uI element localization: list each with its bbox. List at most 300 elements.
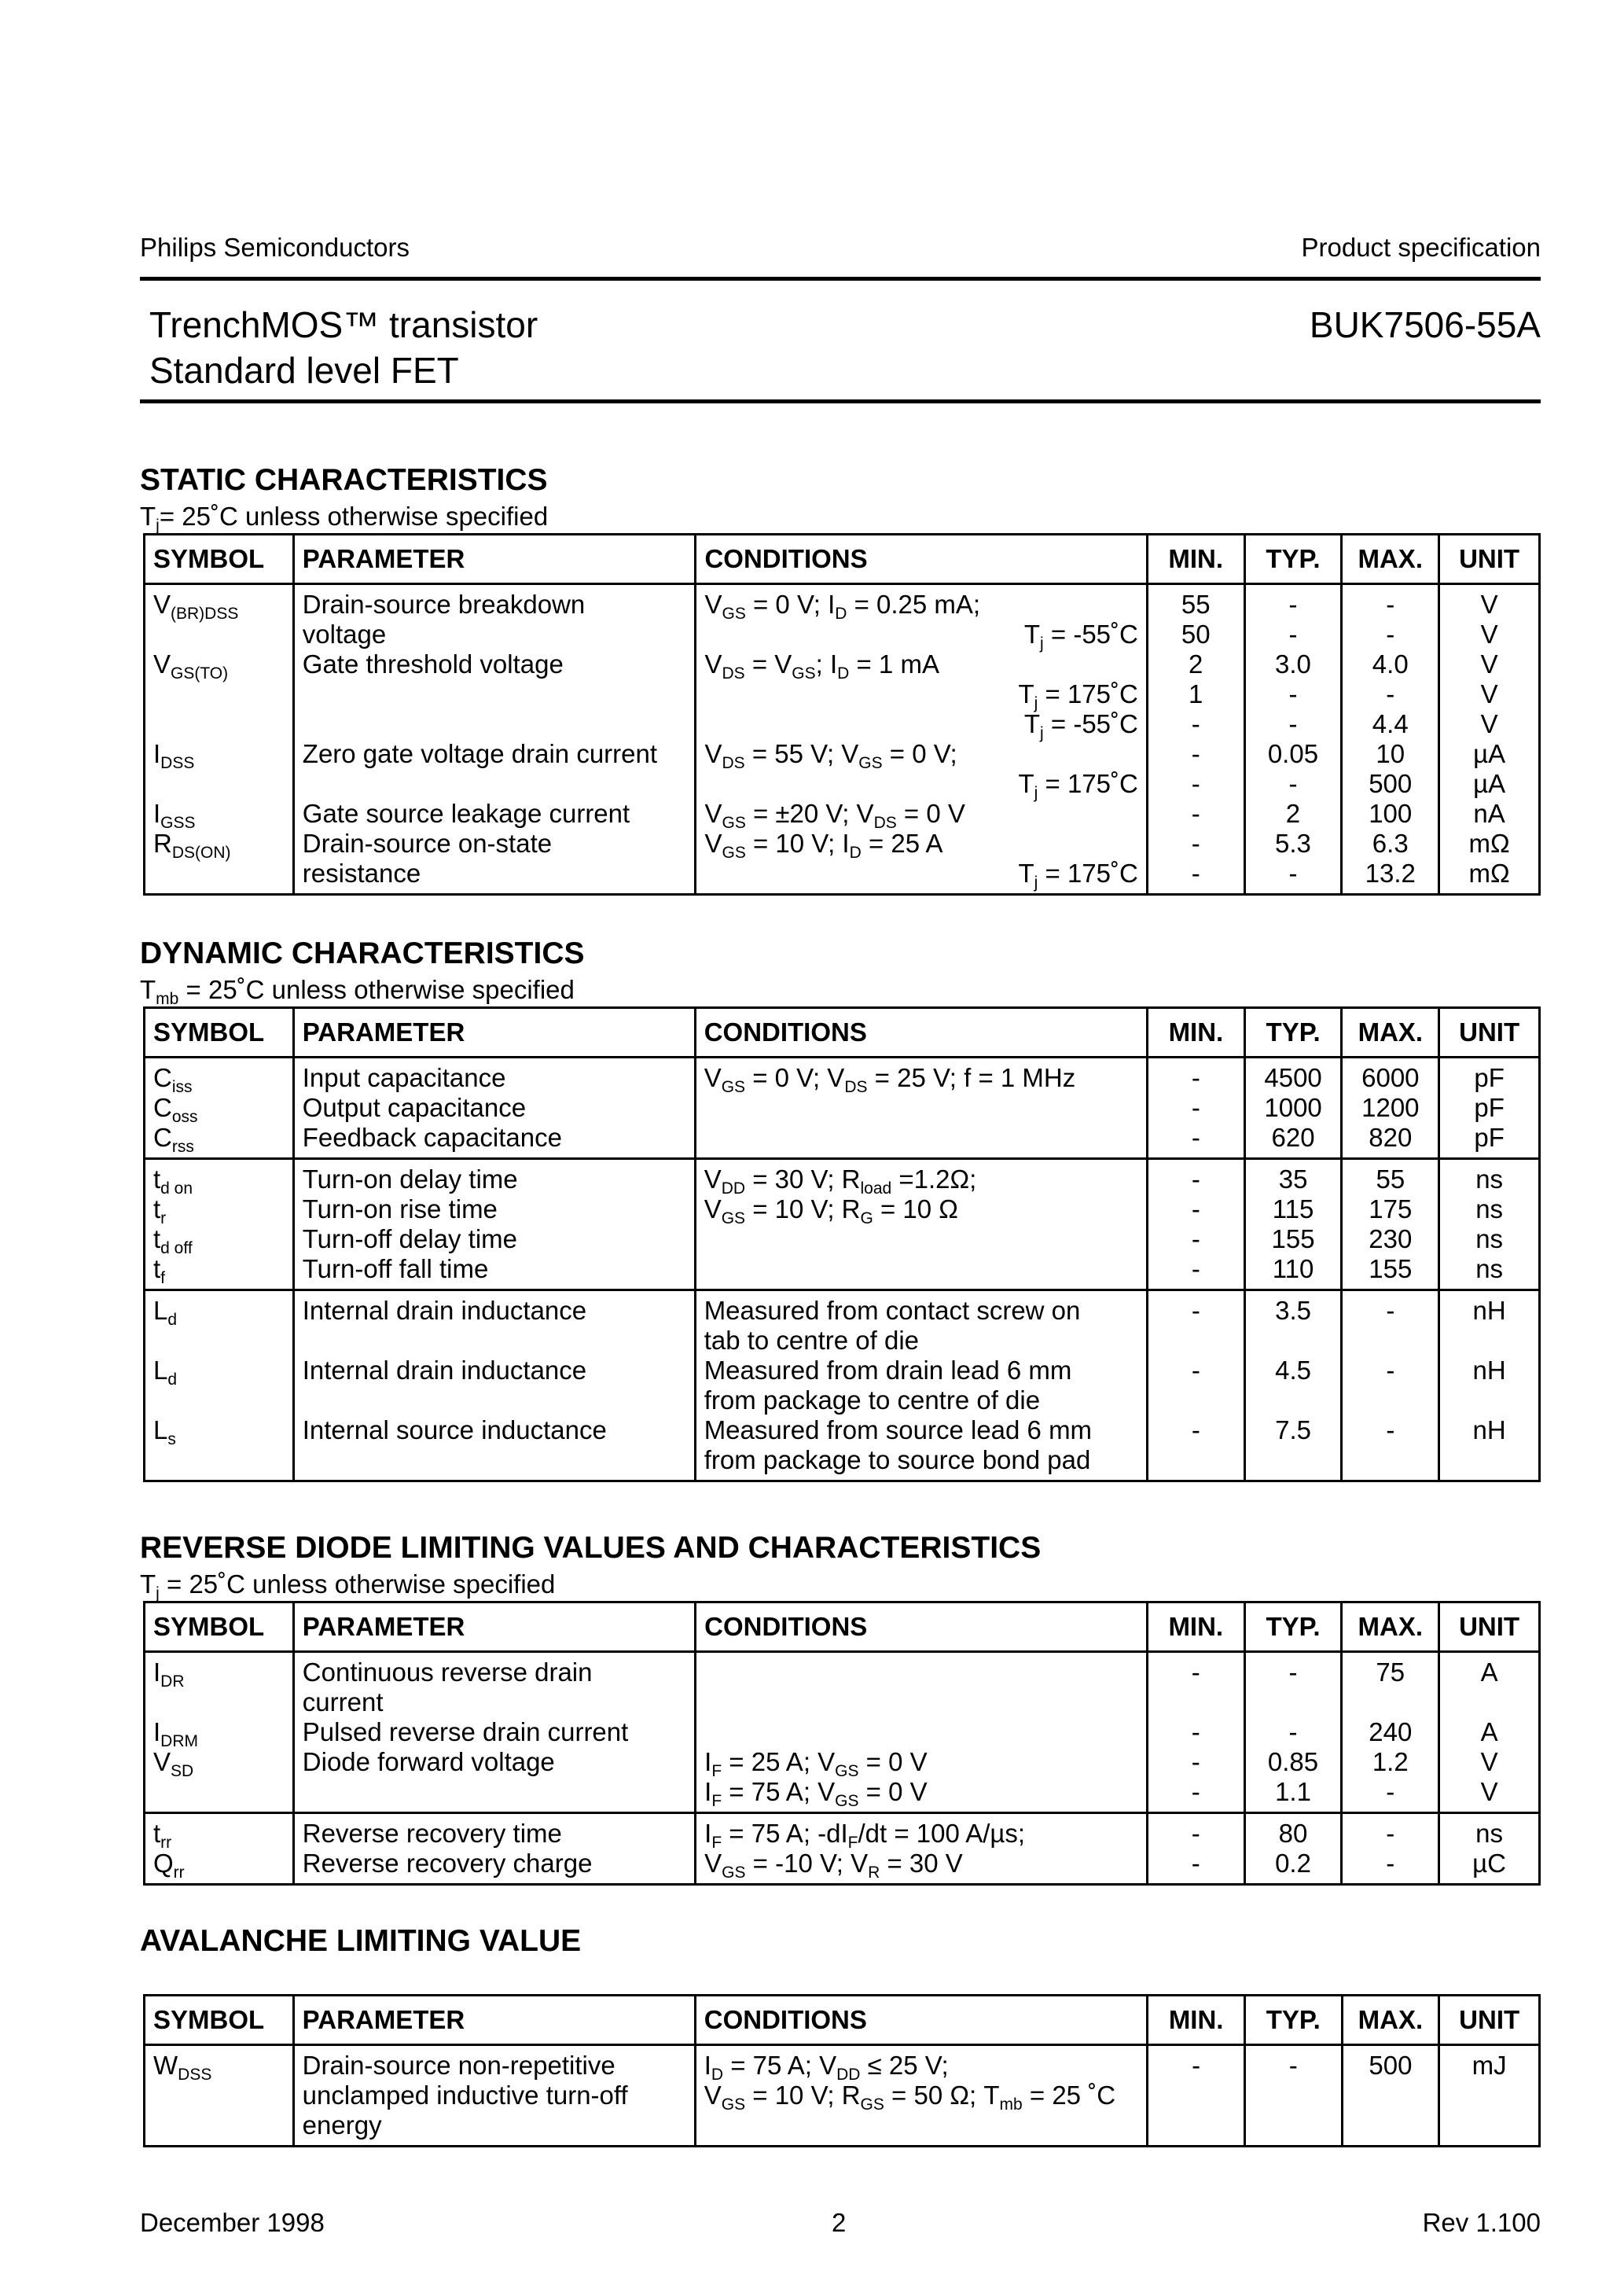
symbol-line xyxy=(153,2081,285,2110)
cell-min xyxy=(1148,1058,1245,1159)
column-header-symbol: SYMBOL xyxy=(145,1996,294,2045)
cond-line xyxy=(704,1224,1138,1254)
unit-line: nA xyxy=(1473,799,1505,828)
param-line: Internal drain inductance xyxy=(302,1296,587,1325)
unit-line: ns xyxy=(1475,1819,1504,1848)
symbol-line: $V_{SD}$ xyxy=(153,1747,194,1780)
param-line: Gate source leakage current xyxy=(302,799,630,828)
max-line: - xyxy=(1386,1849,1395,1878)
param-line: Output capacitance xyxy=(302,1093,527,1122)
symbol-line: $Q_{rr}$ xyxy=(153,1849,185,1882)
symbol-line: $I_{GSS}$ xyxy=(153,799,196,832)
typ-line xyxy=(1254,2110,1333,2140)
typ-line: 80 xyxy=(1278,1819,1308,1848)
param-line: Diode forward voltage xyxy=(302,1747,555,1776)
cell-unit xyxy=(1439,1058,1540,1159)
column-header-max: MAX. xyxy=(1342,1008,1439,1058)
max-line xyxy=(1350,1326,1430,1356)
typ-line: - xyxy=(1288,1658,1298,1687)
reverse-condition-note: $T_j$ = 25˚C unless otherwise specified xyxy=(140,1569,556,1602)
min-line xyxy=(1156,1385,1236,1415)
cell-unit xyxy=(1439,2045,1540,2147)
column-header-parameter: PARAMETER xyxy=(293,1602,695,1652)
max-line: - xyxy=(1386,620,1395,649)
column-header-conditions: CONDITIONS xyxy=(695,1996,1148,2045)
unit-line: ns xyxy=(1475,1165,1504,1194)
device-title-line1: TrenchMOS™ transistor xyxy=(149,304,538,345)
column-header-max: MAX. xyxy=(1342,1996,1439,2045)
header-rule-bottom xyxy=(140,399,1541,403)
min-line: - xyxy=(1191,1296,1200,1325)
cell-unit xyxy=(1439,1652,1540,1813)
cell-max xyxy=(1342,1290,1439,1481)
param-line: Turn-off delay time xyxy=(302,1224,518,1253)
cell-sym xyxy=(145,1290,294,1481)
param-line: energy xyxy=(302,2110,382,2140)
cell-unit xyxy=(1439,1813,1540,1885)
column-header-min: MIN. xyxy=(1148,1996,1245,2045)
param-line xyxy=(303,709,687,739)
max-line: 240 xyxy=(1369,1717,1413,1746)
typ-line: 1.1 xyxy=(1275,1777,1311,1806)
param-line: Zero gate voltage drain current xyxy=(302,739,658,768)
unit-line xyxy=(1448,2110,1530,2140)
max-line: - xyxy=(1386,1819,1395,1848)
static-section xyxy=(140,461,1541,896)
unit-line: V xyxy=(1480,590,1498,619)
symbol-line xyxy=(153,620,285,649)
unit-line xyxy=(1448,1687,1530,1717)
min-line: - xyxy=(1191,1356,1200,1385)
min-line xyxy=(1156,1326,1236,1356)
cond-line: $V_{DD} = 30$ V; $R_{load} =1.2\Omega$; xyxy=(704,1165,977,1198)
reverse-header-row xyxy=(145,1602,1540,1652)
cell-unit xyxy=(1439,1290,1540,1481)
min-line: - xyxy=(1191,1747,1200,1776)
max-line: 500 xyxy=(1369,769,1413,798)
footer-date: December 1998 xyxy=(140,2208,325,2237)
cond-line: $V_{GS} = 10$ V; $R_{GS} = 50$ Ω; $T_{mb} = 25$ ˚C xyxy=(704,2081,1116,2114)
static-condition-note: $T_j=$ 25˚C unless otherwise specified xyxy=(140,502,549,535)
symbol-line xyxy=(153,1777,285,1807)
min-line: - xyxy=(1191,1717,1200,1746)
cell-cond xyxy=(695,2045,1148,2147)
typ-line: 1000 xyxy=(1264,1093,1322,1122)
param-line xyxy=(303,1445,686,1475)
cell-sym xyxy=(145,2045,294,2147)
symbol-line xyxy=(153,709,285,739)
reverse-group-0 xyxy=(145,1652,1540,1813)
cond-line: $I_F = 25$ A; $V_{GS} = 0$ V xyxy=(704,1747,928,1780)
min-line: - xyxy=(1191,1123,1200,1152)
symbol-line: $C_{iss}$ xyxy=(153,1063,193,1096)
reverse-group-1 xyxy=(145,1813,1540,1885)
min-line xyxy=(1156,2110,1236,2140)
cell-typ xyxy=(1244,1813,1342,1885)
avalanche-header-row xyxy=(145,1996,1540,2045)
cell-typ xyxy=(1244,1159,1342,1290)
cond-line: from package to centre of die xyxy=(704,1385,1041,1415)
cell-min xyxy=(1148,2045,1245,2147)
param-line: Turn-off fall time xyxy=(302,1254,489,1283)
unit-line: V xyxy=(1480,679,1498,708)
symbol-line: $R_{DS(ON)}$ xyxy=(153,829,231,862)
symbol-line: $t_f$ xyxy=(153,1254,166,1287)
min-line xyxy=(1156,2081,1236,2110)
dynamic-section xyxy=(140,934,1541,1482)
unit-line: µA xyxy=(1473,769,1506,798)
table-row xyxy=(145,1058,1540,1159)
dynamic-group-1 xyxy=(145,1159,1540,1290)
min-line: - xyxy=(1191,1819,1200,1848)
column-header-min: MIN. xyxy=(1147,535,1244,584)
symbol-line: $L_d$ xyxy=(153,1356,178,1389)
dynamic-condition-note: $T_{mb}$ = 25˚C unless otherwise specified xyxy=(140,975,575,1008)
static-header-row xyxy=(145,535,1540,584)
cell-sym xyxy=(145,584,294,895)
part-number: BUK7506-55A xyxy=(1309,304,1541,345)
symbol-line: $t_r$ xyxy=(153,1194,167,1227)
max-line: 13.2 xyxy=(1365,859,1416,888)
min-line: - xyxy=(1191,1658,1200,1687)
typ-line: - xyxy=(1288,679,1298,708)
unit-line: A xyxy=(1480,1717,1498,1746)
cell-param xyxy=(293,2045,695,2147)
cell-sym xyxy=(145,1813,294,1885)
cond-line: tab to centre of die xyxy=(704,1326,920,1355)
param-line: Turn-on delay time xyxy=(302,1165,518,1194)
footer-revision: Rev 1.100 xyxy=(1422,2208,1541,2237)
typ-line: 620 xyxy=(1271,1123,1315,1152)
unit-line xyxy=(1448,1326,1530,1356)
cond-line: $V_{GS} = 10$ V; $I_D = 25$ A xyxy=(704,829,943,862)
typ-line: - xyxy=(1288,1717,1298,1746)
param-line: current xyxy=(302,1687,384,1716)
cell-typ xyxy=(1244,1652,1342,1813)
column-header-typ: TYP. xyxy=(1244,535,1342,584)
max-line: 155 xyxy=(1369,1254,1413,1283)
param-line: Reverse recovery time xyxy=(302,1819,562,1848)
typ-line: 0.05 xyxy=(1267,739,1319,768)
cond-line xyxy=(704,1123,1138,1153)
cell-cond xyxy=(696,1652,1148,1813)
cell-unit xyxy=(1439,584,1540,895)
typ-line xyxy=(1254,1687,1333,1717)
symbol-line xyxy=(153,1326,285,1356)
max-line: 6.3 xyxy=(1372,829,1409,858)
cond-line xyxy=(704,1717,1138,1747)
param-line: Reverse recovery charge xyxy=(302,1849,593,1878)
footer-page-number: 2 xyxy=(832,2208,847,2237)
param-line: Input capacitance xyxy=(302,1063,506,1092)
min-line: 55 xyxy=(1181,590,1211,619)
table-row xyxy=(145,1159,1540,1290)
typ-line: - xyxy=(1288,769,1298,798)
param-line: Drain-source non-repetitive xyxy=(302,2051,615,2080)
max-line: 4.0 xyxy=(1372,649,1409,679)
cell-unit xyxy=(1439,1159,1540,1290)
min-line: - xyxy=(1192,2051,1201,2080)
cond-line: $V_{GS} = 10$ V; $R_G = 10$ Ω xyxy=(704,1194,958,1227)
min-line: - xyxy=(1191,829,1200,858)
typ-line: - xyxy=(1288,2051,1298,2080)
cond-line: from package to source bond pad xyxy=(704,1445,1091,1474)
min-line xyxy=(1156,1687,1236,1717)
cell-param xyxy=(293,1652,695,1813)
typ-line xyxy=(1254,1385,1333,1415)
cell-min xyxy=(1147,584,1244,895)
unit-line: V xyxy=(1480,709,1498,738)
avalanche-section xyxy=(140,1922,1541,2147)
unit-line: nH xyxy=(1472,1415,1506,1444)
param-line xyxy=(303,769,687,799)
cond-line xyxy=(704,1254,1138,1284)
unit-line: V xyxy=(1480,649,1498,679)
min-line: - xyxy=(1191,859,1200,888)
symbol-line: $t_{d on}$ xyxy=(153,1165,193,1198)
cond-line: Measured from source lead 6 mm xyxy=(704,1415,1093,1444)
symbol-line xyxy=(153,2110,285,2140)
cell-cond xyxy=(695,1159,1147,1290)
cell-cond xyxy=(695,1058,1147,1159)
cond-line: $T_j$ = 175˚C xyxy=(1018,679,1138,712)
column-header-unit: UNIT xyxy=(1439,1602,1540,1652)
max-line xyxy=(1350,1445,1430,1475)
cell-cond xyxy=(696,1813,1148,1885)
document-type: Product specification xyxy=(1301,233,1541,262)
cond-line: $V_{DS} = V_{GS}$; $I_D = 1$ mA xyxy=(704,649,939,683)
column-header-conditions: CONDITIONS xyxy=(696,1602,1148,1652)
cell-param xyxy=(293,1058,695,1159)
table-row xyxy=(145,2045,1540,2147)
param-line xyxy=(303,1326,686,1356)
unit-line: mΩ xyxy=(1468,859,1510,888)
column-header-unit: UNIT xyxy=(1439,535,1540,584)
typ-line xyxy=(1254,1445,1333,1475)
typ-line: 155 xyxy=(1271,1224,1315,1253)
typ-line: 2 xyxy=(1285,799,1301,828)
param-line: voltage xyxy=(302,620,387,649)
max-line: 1.2 xyxy=(1372,1747,1409,1776)
column-header-typ: TYP. xyxy=(1244,1008,1342,1058)
cell-min xyxy=(1147,1813,1244,1885)
symbol-line: $t_{d off}$ xyxy=(153,1224,193,1257)
dynamic-title: DYNAMIC CHARACTERISTICS xyxy=(140,936,585,970)
typ-line: 115 xyxy=(1272,1194,1314,1223)
cond-line: $I_F = 75$ A; $V_{GS} = 0$ V xyxy=(704,1777,928,1810)
unit-line: V xyxy=(1480,1747,1498,1776)
symbol-line xyxy=(153,679,285,709)
column-header-typ: TYP. xyxy=(1244,1996,1342,2045)
column-header-parameter: PARAMETER xyxy=(293,1008,695,1058)
cell-typ xyxy=(1244,2045,1342,2147)
header-rule-top xyxy=(140,277,1541,281)
device-title xyxy=(149,302,538,393)
min-line: - xyxy=(1191,1415,1200,1444)
cond-line: $T_j$ = -55˚C xyxy=(1023,620,1138,653)
cond-line: $V_{GS} = 0$ V; $I_D = 0.25$ mA; xyxy=(704,590,981,623)
table-row xyxy=(145,1813,1540,1885)
symbol-line: $L_d$ xyxy=(153,1296,178,1329)
max-line xyxy=(1350,1687,1430,1717)
max-line: - xyxy=(1386,1296,1395,1325)
param-line: Drain-source breakdown xyxy=(302,590,586,619)
unit-line xyxy=(1448,1445,1530,1475)
unit-line: pF xyxy=(1474,1093,1505,1122)
avalanche-table xyxy=(143,1994,1541,2147)
cell-cond xyxy=(696,584,1147,895)
param-line: Turn-on rise time xyxy=(302,1194,498,1223)
typ-line: 5.3 xyxy=(1275,829,1311,858)
max-line: - xyxy=(1386,1777,1395,1806)
avalanche-group-0 xyxy=(145,2045,1540,2147)
symbol-line: $L_s$ xyxy=(153,1415,176,1448)
unit-line: mJ xyxy=(1472,2051,1507,2080)
dynamic-group-2 xyxy=(145,1290,1540,1481)
unit-line: V xyxy=(1480,1777,1498,1806)
param-line xyxy=(303,1385,686,1415)
max-line xyxy=(1351,2110,1431,2140)
dynamic-table xyxy=(143,1006,1541,1482)
max-line: 10 xyxy=(1376,739,1405,768)
cell-max xyxy=(1342,2045,1439,2147)
param-line: Internal source inductance xyxy=(302,1415,607,1444)
cell-typ xyxy=(1244,1290,1342,1481)
min-line: - xyxy=(1191,1224,1200,1253)
symbol-line: $V_{GS(TO)}$ xyxy=(153,649,229,683)
typ-line: 0.85 xyxy=(1267,1747,1319,1776)
cond-line: $V_{GS} = -10$ V; $V_R = 30$ V xyxy=(704,1849,963,1882)
cell-max xyxy=(1342,1058,1439,1159)
typ-line: 110 xyxy=(1272,1254,1314,1283)
unit-line: nH xyxy=(1472,1296,1506,1325)
cond-line xyxy=(704,1687,1138,1717)
typ-line: 3.5 xyxy=(1275,1296,1312,1325)
cond-line: $I_F = 75$ A; $-dI_F/dt = 100$ A/µs; xyxy=(704,1819,1026,1852)
max-line: 6000 xyxy=(1361,1063,1420,1092)
min-line: - xyxy=(1191,1165,1200,1194)
symbol-line: $C_{oss}$ xyxy=(153,1093,198,1126)
min-line xyxy=(1156,1445,1236,1475)
cond-line xyxy=(704,1093,1138,1123)
cond-line: Measured from contact screw on xyxy=(704,1296,1081,1325)
param-line xyxy=(303,679,687,709)
min-line: - xyxy=(1191,1777,1200,1806)
cell-typ xyxy=(1244,1058,1342,1159)
symbol-line: $V_{(BR)DSS}$ xyxy=(153,590,239,623)
column-header-symbol: SYMBOL xyxy=(145,535,294,584)
symbol-line xyxy=(153,859,285,889)
min-line: 1 xyxy=(1189,679,1203,708)
unit-line: µC xyxy=(1472,1849,1507,1878)
column-header-symbol: SYMBOL xyxy=(145,1008,294,1058)
cond-line: Measured from drain lead 6 mm xyxy=(704,1356,1072,1385)
cell-min xyxy=(1147,1652,1244,1813)
min-line: - xyxy=(1191,799,1200,828)
param-line: resistance xyxy=(302,859,421,888)
cond-line: $V_{GS} = 0$ V; $V_{DS} = 25$ V; f = 1 MHz xyxy=(704,1063,1076,1096)
cond-line: $T_j$ = -55˚C xyxy=(1023,709,1138,742)
cond-line: $T_j$ = 175˚C xyxy=(1018,769,1138,802)
typ-line xyxy=(1254,1326,1333,1356)
column-header-min: MIN. xyxy=(1147,1602,1244,1652)
cond-line: $I_D = 75$ A; $V_{DD} \le 25$ V; xyxy=(704,2051,949,2084)
max-line xyxy=(1350,1385,1430,1415)
max-line: 55 xyxy=(1376,1165,1405,1194)
static-title: STATIC CHARACTERISTICS xyxy=(140,463,548,497)
cell-param xyxy=(293,1290,695,1481)
max-line: 230 xyxy=(1369,1224,1413,1253)
symbol-line: $I_{DR}$ xyxy=(153,1658,185,1691)
symbol-line xyxy=(153,1687,285,1717)
reverse-table xyxy=(143,1601,1541,1886)
cond-line: $T_j$ = 175˚C xyxy=(1018,859,1138,892)
max-line: 1200 xyxy=(1361,1093,1420,1122)
cell-max xyxy=(1342,584,1439,895)
typ-line: - xyxy=(1288,859,1298,888)
column-header-min: MIN. xyxy=(1148,1008,1245,1058)
param-line: Feedback capacitance xyxy=(302,1123,562,1152)
company-name: Philips Semiconductors xyxy=(140,233,410,262)
param-line: Internal drain inductance xyxy=(302,1356,587,1385)
static-group-0 xyxy=(145,584,1540,895)
dynamic-header-row xyxy=(145,1008,1540,1058)
column-header-max: MAX. xyxy=(1342,1602,1439,1652)
typ-line: 7.5 xyxy=(1275,1415,1312,1444)
cond-line xyxy=(704,2110,1139,2140)
column-header-parameter: PARAMETER xyxy=(293,535,696,584)
cond-line xyxy=(704,1658,1138,1687)
min-line: - xyxy=(1191,1063,1200,1092)
max-line: 820 xyxy=(1369,1123,1413,1152)
cell-max xyxy=(1342,1159,1439,1290)
typ-line: - xyxy=(1288,590,1298,619)
cell-sym xyxy=(145,1159,294,1290)
min-line: 50 xyxy=(1181,620,1211,649)
symbol-line: $C_{rss}$ xyxy=(153,1123,194,1156)
typ-line: 3.0 xyxy=(1275,649,1311,679)
typ-line: 0.2 xyxy=(1275,1849,1311,1878)
avalanche-spacer xyxy=(140,1961,1541,1994)
cond-line: $V_{DS} = 55$ V; $V_{GS} = 0$ V; xyxy=(704,739,957,772)
param-line xyxy=(303,1777,686,1807)
min-line: - xyxy=(1191,709,1200,738)
typ-line: - xyxy=(1288,620,1298,649)
typ-line: 4.5 xyxy=(1275,1356,1312,1385)
cell-min xyxy=(1148,1290,1245,1481)
column-header-max: MAX. xyxy=(1342,535,1439,584)
max-line: 500 xyxy=(1369,2051,1413,2080)
column-header-symbol: SYMBOL xyxy=(145,1602,294,1652)
symbol-line: $I_{DRM}$ xyxy=(153,1717,198,1750)
unit-line: mΩ xyxy=(1468,829,1510,858)
column-header-parameter: PARAMETER xyxy=(293,1996,695,2045)
cell-min xyxy=(1148,1159,1245,1290)
unit-line xyxy=(1448,2081,1530,2110)
typ-line: - xyxy=(1288,709,1298,738)
table-row xyxy=(145,1652,1540,1813)
unit-line: V xyxy=(1480,620,1498,649)
unit-line: ns xyxy=(1475,1224,1504,1253)
cell-param xyxy=(293,1159,695,1290)
symbol-line: $t_{rr}$ xyxy=(153,1819,172,1852)
max-line: 175 xyxy=(1369,1194,1413,1223)
param-line: Gate threshold voltage xyxy=(302,649,564,679)
column-header-unit: UNIT xyxy=(1439,1008,1540,1058)
cell-typ xyxy=(1244,584,1342,895)
unit-line: pF xyxy=(1474,1123,1505,1152)
symbol-line xyxy=(153,1445,285,1475)
